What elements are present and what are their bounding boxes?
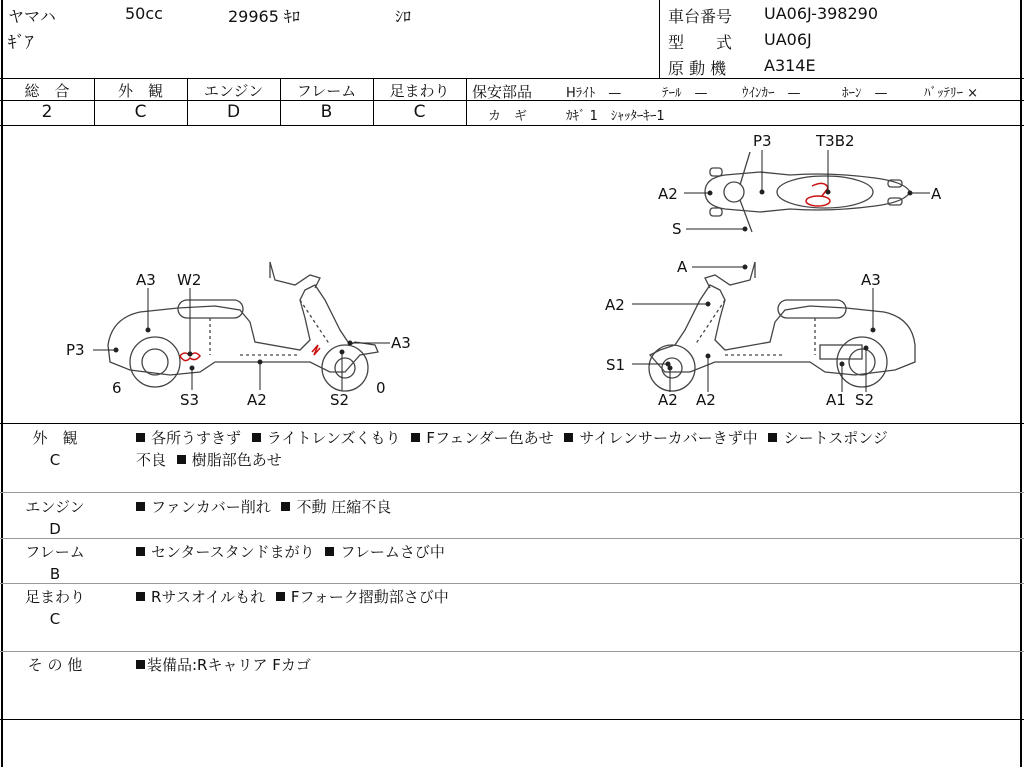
maker: ヤマハ bbox=[8, 7, 56, 26]
label-a2: A2 bbox=[605, 296, 625, 314]
safety-label: 保安部品 bbox=[472, 83, 533, 101]
remark-other-body bbox=[136, 654, 311, 676]
color: ｼﾛ bbox=[395, 7, 412, 26]
rule bbox=[0, 492, 1024, 493]
remark-frame-body bbox=[136, 541, 445, 563]
rule bbox=[0, 78, 1024, 79]
label-a2: A2 bbox=[658, 185, 678, 203]
remark-item: Rサスオイルもれ bbox=[151, 588, 266, 606]
safety-battery: ﾊﾞｯﾃﾘｰ × bbox=[924, 86, 979, 101]
safety-horn: ﾎｰﾝ — bbox=[842, 86, 888, 101]
remark-grade: B bbox=[49, 565, 61, 583]
type-label: 型 式 bbox=[668, 33, 733, 52]
key-value: ｶｷﾞ 1 ｼｬｯﾀｰｷｰ1 bbox=[566, 109, 665, 124]
label-w2: W2 bbox=[177, 271, 202, 289]
label-s2: S2 bbox=[330, 391, 350, 409]
bullet-icon bbox=[411, 433, 420, 442]
label-a: A bbox=[931, 185, 942, 203]
label-a2: A2 bbox=[658, 391, 678, 409]
frame-no-label: 車台番号 bbox=[668, 7, 733, 26]
label-a2: A2 bbox=[247, 391, 267, 409]
remark-item: ファンカバー削れ bbox=[151, 498, 271, 516]
label-s3: S3 bbox=[180, 391, 200, 409]
remark-item: ライトレンズくもり bbox=[266, 429, 401, 447]
remark-item: フレームさび中 bbox=[340, 543, 445, 561]
remark-grade: C bbox=[49, 451, 61, 469]
divider bbox=[466, 78, 467, 125]
remark-item: サイレンサーカバーきず中 bbox=[579, 429, 758, 447]
frame-grade: B bbox=[320, 102, 333, 122]
displacement: 50cc bbox=[125, 4, 163, 23]
bullet-icon bbox=[325, 547, 334, 556]
label-p3: P3 bbox=[66, 341, 85, 359]
bullet-icon bbox=[136, 502, 145, 511]
engine-grade-label: エンジン bbox=[203, 82, 264, 100]
overall-label: 総 合 bbox=[24, 82, 70, 100]
type-value: UA06J bbox=[764, 30, 812, 49]
remark-category: エンジン bbox=[25, 498, 85, 516]
remark-exterior-body bbox=[136, 427, 1016, 471]
overall-grade: 2 bbox=[41, 102, 53, 122]
label-s1: S1 bbox=[606, 356, 626, 374]
label-t3b2: T3B2 bbox=[816, 132, 855, 150]
safety-tail: ﾃｰﾙ — bbox=[662, 86, 708, 101]
remark-other-label bbox=[0, 654, 110, 676]
remark-grade: C bbox=[49, 610, 61, 628]
bullet-icon bbox=[177, 455, 186, 464]
remark-item: 樹脂部色あせ bbox=[191, 451, 282, 469]
remark-item: 各所うすきず bbox=[151, 429, 242, 447]
frame-no: UA06J-398290 bbox=[764, 4, 879, 23]
remark-frame-label bbox=[0, 541, 110, 585]
rule bbox=[0, 651, 1024, 652]
remark-suspension-label bbox=[0, 586, 110, 630]
frame-grade-label: フレーム bbox=[296, 82, 357, 100]
rule bbox=[0, 719, 1024, 720]
bullet-icon bbox=[276, 592, 285, 601]
remark-suspension-body bbox=[136, 586, 449, 608]
label-p3: P3 bbox=[753, 132, 772, 150]
remark-exterior-label bbox=[0, 427, 110, 471]
header-divider bbox=[659, 0, 660, 78]
safety-headlight: Hﾗｲﾄ — bbox=[566, 86, 622, 101]
remark-item: シートスポンジ bbox=[783, 429, 888, 447]
remark-item: Fフォーク摺動部さび中 bbox=[290, 588, 449, 606]
label-s: S bbox=[672, 220, 682, 238]
remark-category: 外 観 bbox=[32, 429, 78, 447]
suspension-label: 足まわり bbox=[389, 82, 450, 100]
exterior-grade: C bbox=[134, 102, 147, 122]
label-s2: S2 bbox=[855, 391, 875, 409]
engine-value: A314E bbox=[764, 56, 816, 75]
bullet-icon bbox=[768, 433, 777, 442]
label-a: A bbox=[677, 258, 688, 276]
bullet-icon bbox=[136, 433, 145, 442]
remark-item: 不良 bbox=[136, 451, 167, 469]
label-six: 6 bbox=[112, 379, 122, 397]
label-zero: 0 bbox=[376, 379, 386, 397]
top-view bbox=[705, 152, 910, 232]
remark-engine-body bbox=[136, 496, 391, 518]
remark-item: 不動 圧縮不良 bbox=[296, 498, 392, 516]
remark-category: 足まわり bbox=[24, 588, 85, 606]
rule bbox=[0, 423, 1024, 424]
remark-grade: D bbox=[49, 520, 61, 538]
bullet-icon bbox=[136, 660, 145, 669]
engine-grade: D bbox=[226, 102, 241, 122]
remark-engine-label bbox=[0, 496, 110, 540]
bullet-icon bbox=[281, 502, 290, 511]
rule bbox=[0, 583, 1024, 584]
label-a1: A1 bbox=[826, 391, 846, 409]
bullet-icon bbox=[136, 592, 145, 601]
bullet-icon bbox=[564, 433, 573, 442]
key-label: カ ギ bbox=[488, 109, 528, 124]
engine-label: 原 動 機 bbox=[668, 59, 727, 78]
remark-item: Fフェンダー色あせ bbox=[426, 429, 554, 447]
label-a2: A2 bbox=[696, 391, 716, 409]
remark-item: 装備品:Rキャリア Fカゴ bbox=[147, 656, 311, 674]
bullet-icon bbox=[136, 547, 145, 556]
remark-category: そ の 他 bbox=[27, 656, 83, 674]
suspension-grade: C bbox=[413, 102, 426, 122]
label-a3: A3 bbox=[861, 271, 881, 289]
model-name: ｷﾞｱ bbox=[8, 33, 34, 53]
exterior-label: 外 観 bbox=[117, 82, 163, 100]
label-a3: A3 bbox=[136, 271, 156, 289]
label-a3: A3 bbox=[391, 334, 411, 352]
safety-winker: ｳｲﾝｶｰ — bbox=[742, 86, 801, 101]
rule bbox=[0, 538, 1024, 539]
remark-category: フレーム bbox=[25, 543, 85, 561]
mileage: 29965 ｷﾛ bbox=[228, 7, 300, 26]
remark-item: センタースタンドまがり bbox=[151, 543, 315, 561]
bullet-icon bbox=[252, 433, 261, 442]
